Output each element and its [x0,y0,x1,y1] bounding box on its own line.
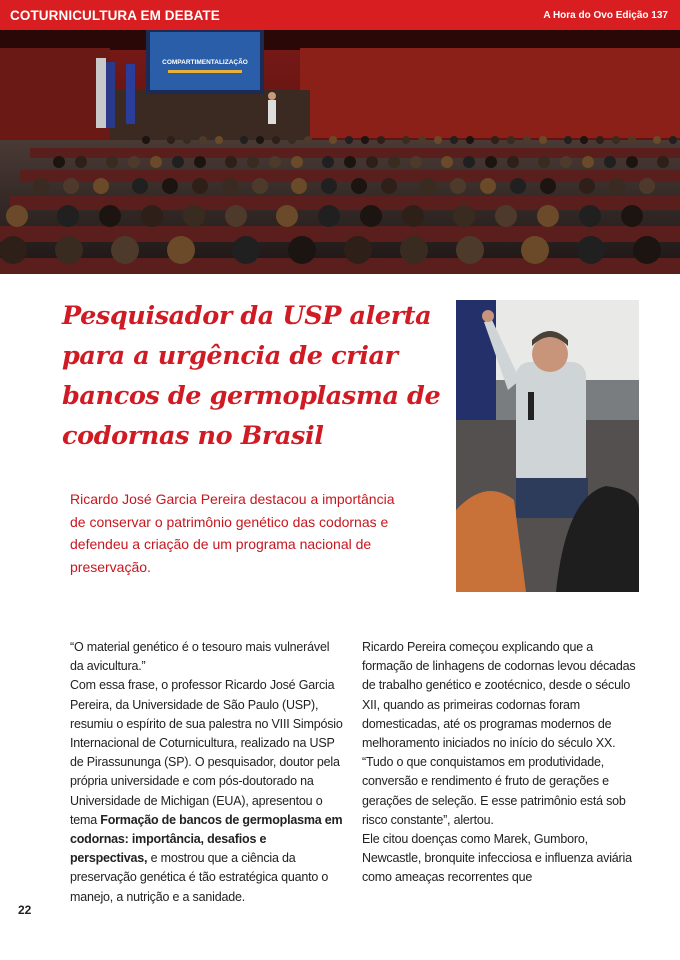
audience-head [577,236,605,264]
audience-head [0,236,27,264]
audience-head [329,136,337,144]
audience-head [450,136,458,144]
audience-head [93,178,109,194]
audience-head [612,136,620,144]
audience-head [128,156,140,168]
audience-head [322,156,334,168]
quote-paragraph: “O material genético é o tesouro mais vulnerável da avicultura.” [70,640,330,674]
audience-head [304,136,312,144]
audience-head [596,136,604,144]
audience-head [288,136,296,144]
audience-head [402,205,424,227]
audience-head [6,205,28,227]
audience-head [491,136,499,144]
audience-head [150,156,162,168]
audience-head [272,136,280,144]
audience-head [162,178,178,194]
audience-head [256,136,264,144]
audience-head [33,178,49,194]
audience-head [580,136,588,144]
audience-head [495,205,517,227]
audience-head [172,156,184,168]
audience-head [564,136,572,144]
audience-head [653,136,661,144]
audience-head [194,156,206,168]
audience-head [450,178,466,194]
audience-head [247,156,259,168]
audience-head [377,136,385,144]
audience-head [507,156,519,168]
audience-head [318,205,340,227]
issue-label: A Hora do Ovo Edição 137 [543,10,668,21]
audience-head [276,205,298,227]
audience-head [560,156,572,168]
audience-head [537,205,559,227]
audience-head [222,178,238,194]
audience-head [183,205,205,227]
audience-head [609,178,625,194]
audience-head [657,156,669,168]
audience-head [199,136,207,144]
audience-head [418,136,426,144]
audience-head [539,136,547,144]
audience-head [507,136,515,144]
audience-head [360,205,382,227]
speaker-photo [456,300,639,592]
audience-head [456,236,484,264]
audience-head [579,205,601,227]
audience-head [626,156,638,168]
audience-head [240,136,248,144]
audience-head [321,178,337,194]
audience-head [633,236,661,264]
audience-head [441,156,453,168]
audience-head [192,178,208,194]
audience-head [466,136,474,144]
audience-head [463,156,475,168]
audience-head [225,205,247,227]
body-text: e mostrou que a ciência da preservação genética é tão estratégica quanto o manejo, a nutrição e a sanidade. [70,851,329,904]
audience-head [167,136,175,144]
screen-title: COMPARTIMENTALIZAÇÃO [162,59,248,66]
audience-head [132,178,148,194]
article-lead: Ricardo José Garcia Pereira destacou a importância de conservar o patrimônio genético das codornas e defendeu a criação de um programa nacional de preservação. [70,491,395,575]
audience-head [75,156,87,168]
audience-head [232,236,260,264]
audience-head [225,156,237,168]
audience-head [621,205,643,227]
body-paragraph [70,676,346,906]
audience-head [55,236,83,264]
auditorium-photo [0,30,680,274]
section-label: COTURNICULTURA EM DEBATE [10,8,220,23]
quote-paragraph: “Tudo o que conquistamos em produtividade, conversão e rendimento é fruto de gerações e gerações de seleção. E esse patrimônio está sob risco constante”, alertou. [362,755,626,827]
audience-head [582,156,594,168]
article-headline: Pesquisador da USP alerta para a urgência de criar bancos de germoplasma de codornas no Brasil [62,301,441,451]
audience-head [366,156,378,168]
body-text: Com essa frase, o professor Ricardo José Garcia Pereira, da Universidade de São Paulo (USP), resumiu o espírito de sua palestra no VIII Simpósio Internacional de Coturnicultura, realizado na USP de Pirassununga (SP). O pesquisador, doutor pela própria universidade e com pós-doutorado na Universidade de Michigan (EUA), apresentou o tema [70,678,343,827]
audience-head [167,236,195,264]
audience-head [510,178,526,194]
audience-head [288,236,316,264]
audience-head [388,156,400,168]
audience-head [523,136,531,144]
body-paragraph: Ricardo Pereira começou explicando que a formação de linhagens de codornas levou décadas de trabalho genético e zootécnico, desde o século XII, quando as primeiras codornas foram domesticadas, até os programas modernos de melhoramento iniciados no início do século XX. [362,640,636,751]
audience-head [291,178,307,194]
audience-head [604,156,616,168]
audience-head [434,136,442,144]
audience-head [628,136,636,144]
article-column-left [70,638,346,907]
page-number: 22 [18,903,32,917]
audience-head [57,205,79,227]
audience-head [480,178,496,194]
audience-head [99,205,121,227]
talk-title: Formação de bancos de germoplasma em codornas: importância, desafios e perspectivas, [70,812,343,866]
article-column-right [362,638,638,888]
audience-head [291,156,303,168]
audience-head [485,156,497,168]
audience-head [381,178,397,194]
audience-head [106,156,118,168]
section-header-bar [0,0,680,30]
audience-head [111,236,139,264]
audience-head [63,178,79,194]
audience-head [521,236,549,264]
audience-head [361,136,369,144]
audience-head [215,136,223,144]
audience-head [141,205,163,227]
audience-head [53,156,65,168]
body-paragraph: Ele citou doenças como Marek, Gumboro, Newcastle, bronquite infecciosa e influenza aviária como ameaças recorrentes que [362,832,632,885]
audience-head [344,236,372,264]
audience-head [538,156,550,168]
audience-head [420,178,436,194]
audience-head [669,136,677,144]
audience-head [453,205,475,227]
audience-head [344,156,356,168]
audience-head [402,136,410,144]
audience-head [400,236,428,264]
audience-head [351,178,367,194]
audience-head [269,156,281,168]
audience-head [410,156,422,168]
audience-head [540,178,556,194]
audience-head [639,178,655,194]
audience-head [142,136,150,144]
audience-head [252,178,268,194]
audience-head [183,136,191,144]
audience-head [579,178,595,194]
audience-head [345,136,353,144]
